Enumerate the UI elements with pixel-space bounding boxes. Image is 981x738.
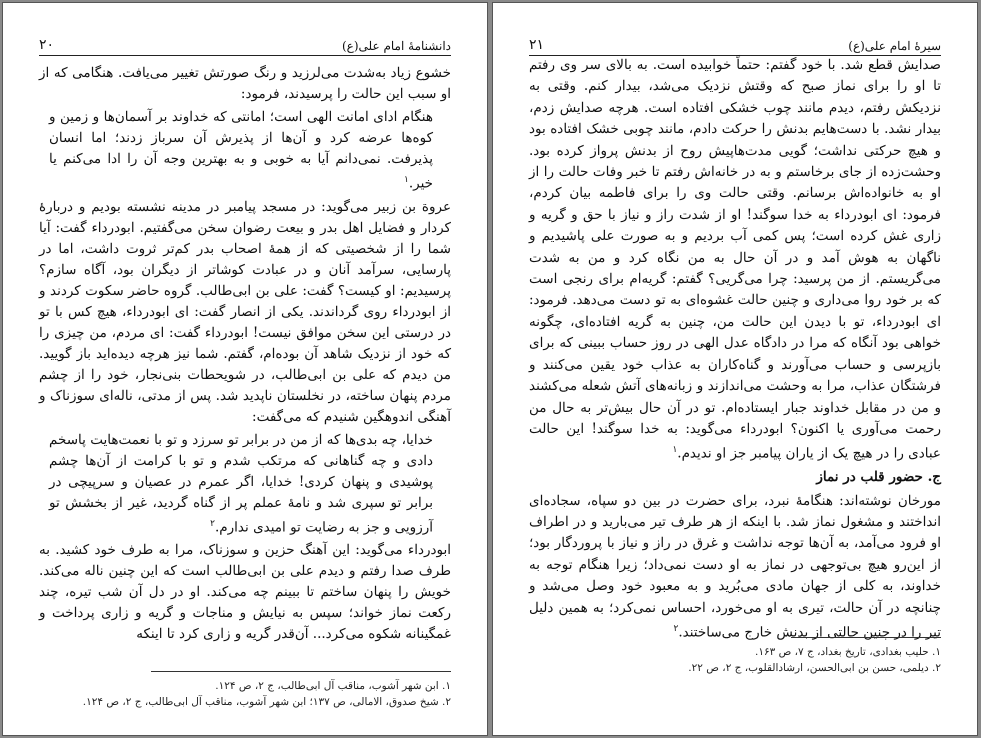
page-number: ۲۰ <box>39 37 55 53</box>
paragraph <box>529 491 941 644</box>
footnotes <box>529 637 941 676</box>
quote-text: خدایا، چه بدی‌ها که از من در برابر تو سرزد و تو با نعمت‌هایت پاسخم دادی و چه گناهانی که مرتکب شدم و تو با کرامت از آن‌ها چشم پوشیدی و پنهان کردی! خدایا، اگر عمرم در عصیان و سرپیچی در برابر تو سپری شد و نامهٔ عملم پر از گناه گردید، غیر از بخشش تو آرزویی و جز به رضایت تو امیدی ندارم. <box>49 431 433 535</box>
footnote-ref: ۲ <box>210 518 216 529</box>
quote-text: هنگام ادای امانت الهی است؛ امانتی که خداوند بر آسمان‌ها و زمین و کوه‌ها عرضه کرد و آن‌ها از پذیرش آن سرباز زدند؛ اما انسان پذیرفت. نمی‌دانم آیا به خوبی و به بهترین وجه آن را ادا می‌کنم یا خیر. <box>49 109 433 192</box>
footnote: ۱. حلیب بغدادی، تاریخ بغداد، ج ۷، ص ۱۶۳. <box>755 646 941 658</box>
page-body <box>529 55 941 646</box>
footnote-ref: ۲ <box>673 624 679 635</box>
page-number: ۲۱ <box>529 37 545 53</box>
footnote: ۱. ابن شهر آشوب، مناقب آل ابی‌طالب، ج ۲، ص ۱۲۴. <box>215 680 451 692</box>
footnote-ref: ۱ <box>403 175 409 185</box>
footnote-divider <box>791 637 941 638</box>
paragraph-text: مورخان نوشته‌اند: هنگامهٔ نبرد، برای حضرت در بین دو سپاه، سجاده‌ای انداختند و مشغول نماز شد. با اینکه از هر طرف تیر می‌بارید و در اطراف او فرود می‌آمد، به آن‌ها توجه نداشت و غرق در راز و نیاز با پروردگار بود؛ از این‌رو هیچ بی‌توجهی در نماز به او دست نمی‌داد؛ زیرا هنگام توجه به خداوند، به کلی از جهان مادی می‌بُرید و به معبود خود وصل می‌شد و چنانچه در آن حالت، تیری به او می‌خورد، احساس نمی‌کرد؛ به همین دلیل تیر را در چنین حالتی از بدنش خارج می‌ساختند. <box>529 492 941 641</box>
paragraph: ابودرداء می‌گوید: این آهنگ حزین و سوزناک، مرا به طرف خود کشید. به طرف صدا رفتم و دیدم علی بن ابی‌طالب است که این چنین ناله می‌کند. خویش را پنهان ساختم تا ببینم چه می‌کند. او در دل آن شب تیره، چند رکعت نماز خواند؛ سپس به نیایش و مناجات و گریه و زاری پرداخت و غمگینانه شکوه می‌کرد... آن‌قدر گریه و زاری کرد تا اینکه <box>39 542 451 642</box>
left-page <box>2 2 488 736</box>
footnote: ۲. شیخ صدوق، الامالی، ص ۱۳۷؛ ابن شهر آشوب، مناقب آل ابی‌طالب، ج ۲، ص ۱۲۴. <box>82 696 451 708</box>
page-body <box>39 63 451 647</box>
quote-block <box>39 107 451 195</box>
paragraph-text: صدایش قطع شد. با خود گفتم: حتماً خوابیده است. به بالای سر وی رفتم تا او را برای نماز صبح که وقتش نزدیک می‌شد، بیدار کنم. وقتی به نزدیکش رفتم، دیدم مانند چوب خشکی افتاده است. هرچه صدایش زدم، بیدار نشد. با دست‌هایم بدنش را حرکت دادم، مانند چوبی خشک افتاده بود و هیچ حرکتی نداشت؛ گویی مدت‌هاپیش روح از بدنش پرواز کرده بود. وحشت‌زده از جای برخاستم و به در خانه‌اش رفتم تا خبر وفات حالت را از او به خانواده‌اش برسانم. وقتی حالت وی را برای فاطمه بیان کردم، فرمود: ای ابودرداء به خدا سوگند! او از شدت راز و نیاز با حق و گریه و زاری غش کرده است؛ پس کمی آب بردیم و به صورت علی پاشیدیم و ناگهان به هوش آمد و در آن حال به من نگاه کرد و من به شدت می‌گریستم. از من پرسید: چرا می‌گریی؟ گفتم: گریه‌ام برای رنجی است که بر خود روا می‌داری و چنین حالت غشوه‌ای به تو دست می‌دهد. فرمود: ای ابودرداء، تو با دیدن این حالت من، چنین به گریه افتاده‌ای، چگونه خواهی بود آنگاه که مرا در دادگاه عدل الهی در روز حساب ببینی که برای بازپرسی و حساب می‌آورند و گناه‌کاران به عذاب خود یقین می‌کنند و فرشتگان عذاب، مرا به وحشت می‌اندازند و زبانه‌های آتش شعله می‌کشند و من در مقابل خداوند جبار ایستاده‌ام. تو در آن حال بیش‌تر به حال من رحمت می‌آوری یا اکنون؟ ابودرداء می‌گوید: به خدا سوگند! این حالت عبادی را در هیچ یک از یاران پیامبر جز او ندیدم. <box>529 57 941 462</box>
paragraph: عروة بن زبیر می‌گوید: در مسجد پیامبر در مدینه نشسته بودیم و دربارهٔ کردار و فضایل اهل بدر و بیعت رضوان سخن می‌گفتیم. ابودرداء گفت: آیا شما را از شخصیتی که از همهٔ اصحاب بدر کم‌تر ثروت داشت، اما در پارسایی، سرآمد آنان و در عبادت کوشاتر از دیگران بود، آگاه سازم؟ پرسیدیم: او کیست؟ گفت: علی بن ابی‌طالب. گروه حاضر سکوت کردند و از ابودرداء روی گرداندند. یکی از انصار گفت: ای ابودرداء، هیچ کس با تو در درستی این سخن موافق نیست! ابودرداء گفت: ای مردم، من چیزی را که خود از نزدیک شاهد آن بوده‌ام، گفتم. شما نیز هرچه دیده‌اید باز گویید. من دیدم که علی بن ابی‌طالب، در شویحطات بنی‌نجار، خود را از چشم مردم پنهان ساخته، در نخلستان ناپدید شد. پس از مدتی، ناله‌ای سوزناک و آهنگی اندوهگین شنیدم که می‌گفت: <box>39 198 451 425</box>
running-title: دانشنامهٔ امام علی(ع) <box>342 39 451 53</box>
footnote-ref: ۱ <box>672 445 678 456</box>
running-title: سیرهٔ امام علی(ع) <box>848 39 941 53</box>
section-heading: ج. حضور قلب در نماز <box>816 469 941 486</box>
footnote-divider <box>151 671 451 672</box>
footnotes <box>39 671 451 710</box>
footnote: ۲. دیلمی، حسن بن ابی‌الحسن، ارشادالقلوب، ج ۲، ص ۲۲. <box>688 662 941 674</box>
quote-block <box>39 430 451 539</box>
right-page <box>492 2 978 736</box>
paragraph <box>529 55 941 465</box>
page-header <box>39 27 451 56</box>
page-header <box>529 27 941 56</box>
paragraph: خشوع زیاد به‌شدت می‌لرزید و رنگ صورتش تغییر می‌یافت. هنگامی که از او سبب این حالت را پرسیدند، فرمود: <box>39 65 451 102</box>
